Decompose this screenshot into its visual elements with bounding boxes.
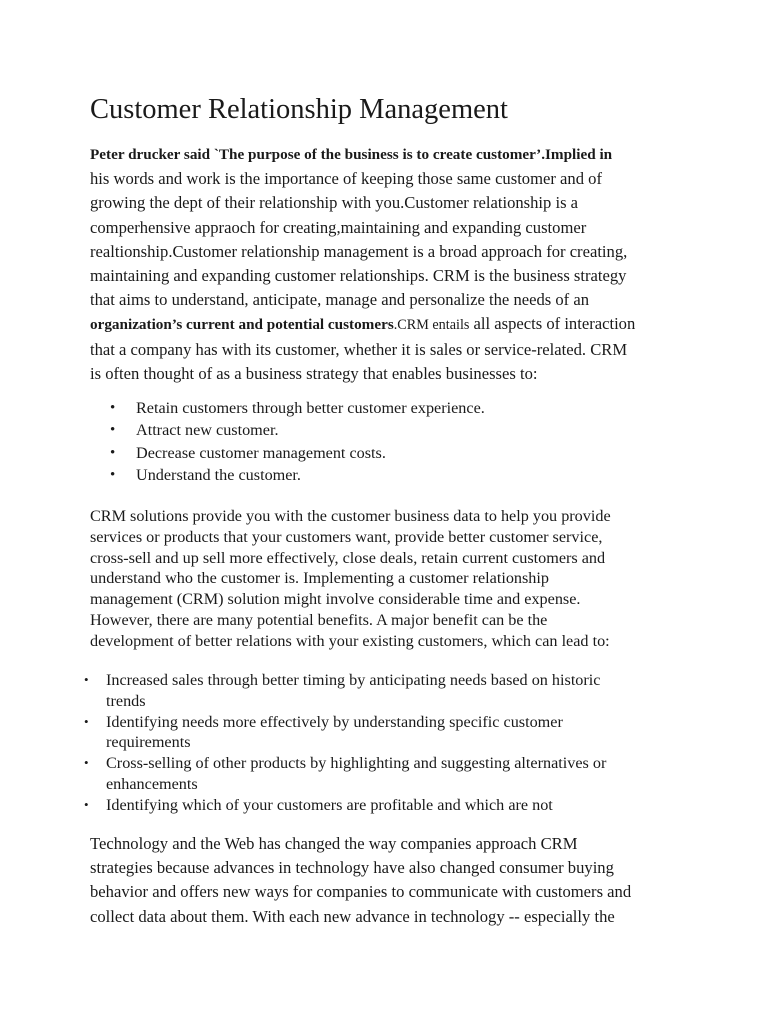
list-item-text-continued: enhancements — [106, 774, 198, 793]
list-item: • Understand the customer. — [106, 464, 485, 486]
technology-paragraph — [90, 832, 710, 929]
page-title: Customer Relationship Management — [90, 94, 508, 125]
list-item-text: • Increased sales through better timing by anticipating needs based on historic — [106, 671, 601, 689]
list-item-text: • Identifying which of your customers are profitable and which are not — [106, 795, 553, 814]
list-item — [84, 712, 606, 754]
intro-rest-phrase: all aspects of interaction — [469, 314, 636, 334]
list-item — [84, 670, 606, 712]
paragraph-line: services or products that your customers want, provide better customer service, — [90, 527, 603, 546]
intro-line: that aims to understand, anticipate, manage and personalize the needs of an — [90, 290, 590, 310]
paragraph-line: management (CRM) solution might involve considerable time and expense. — [90, 590, 581, 609]
paragraph-line: CRM solutions provide you with the customer business data to help you provide — [90, 507, 611, 525]
paragraph-line: cross-sell and up sell more effectively, close deals, retain current customers and — [90, 548, 606, 567]
list-item — [84, 795, 606, 816]
intro-bold-phrase: organization’s current and potential customers — [90, 316, 394, 334]
intro-paragraph — [90, 143, 700, 386]
intro-line: realtionship.Customer relationship management is a broad approach for creating, — [90, 241, 628, 261]
list-item-text-continued: requirements — [106, 733, 191, 752]
intro-small-phrase: .CRM entails — [393, 317, 470, 334]
intro-line: growing the dept of their relationship with you.Customer relationship is a — [90, 193, 579, 213]
list-item — [84, 753, 606, 795]
list-item: • Attract new customer. — [106, 419, 485, 441]
intro-line: that a company has with its customer, whether it is sales or service-related. CRM — [90, 339, 628, 359]
list-item-text: • Identifying needs more effectively by understanding specific customer — [106, 712, 563, 731]
list-item-text-continued: trends — [106, 691, 146, 710]
crm-solutions-paragraph — [90, 506, 710, 652]
paragraph-line: behavior and offers new ways for companies to communicate with customers and — [90, 882, 632, 902]
intro-line: maintaining and expanding customer relationships. CRM is the business strategy — [90, 266, 627, 286]
paragraph-line: However, there are many potential benefits. A major benefit can be the — [90, 610, 548, 629]
intro-line: his words and work is the importance of keeping those same customer and of — [90, 169, 602, 189]
benefits-list — [106, 397, 485, 487]
paragraph-line: development of better relations with your existing customers, which can lead to: — [90, 631, 610, 650]
paragraph-line: strategies because advances in technology have also changed consumer buying — [90, 858, 614, 878]
paragraph-line: understand who the customer is. Implementing a customer relationship — [90, 569, 549, 588]
intro-line: Peter drucker said `The purpose of the business is to create customer’.Implied in — [90, 146, 613, 163]
paragraph-line: Technology and the Web has changed the way companies approach CRM — [90, 834, 578, 853]
list-item-text: • Cross-selling of other products by highlighting and suggesting alternatives or — [106, 754, 607, 773]
intro-line: is often thought of as a business strategy that enables businesses to: — [90, 363, 538, 383]
paragraph-line: collect data about them. With each new advance in technology -- especially the — [90, 906, 615, 926]
intro-line: comperhensive appraoch for creating,maintaining and expanding customer — [90, 217, 587, 237]
intro-line — [90, 312, 700, 337]
advantages-list — [84, 670, 606, 816]
list-item: • Retain customers through better customer experience. — [106, 397, 485, 419]
list-item: • Decrease customer management costs. — [106, 442, 485, 464]
